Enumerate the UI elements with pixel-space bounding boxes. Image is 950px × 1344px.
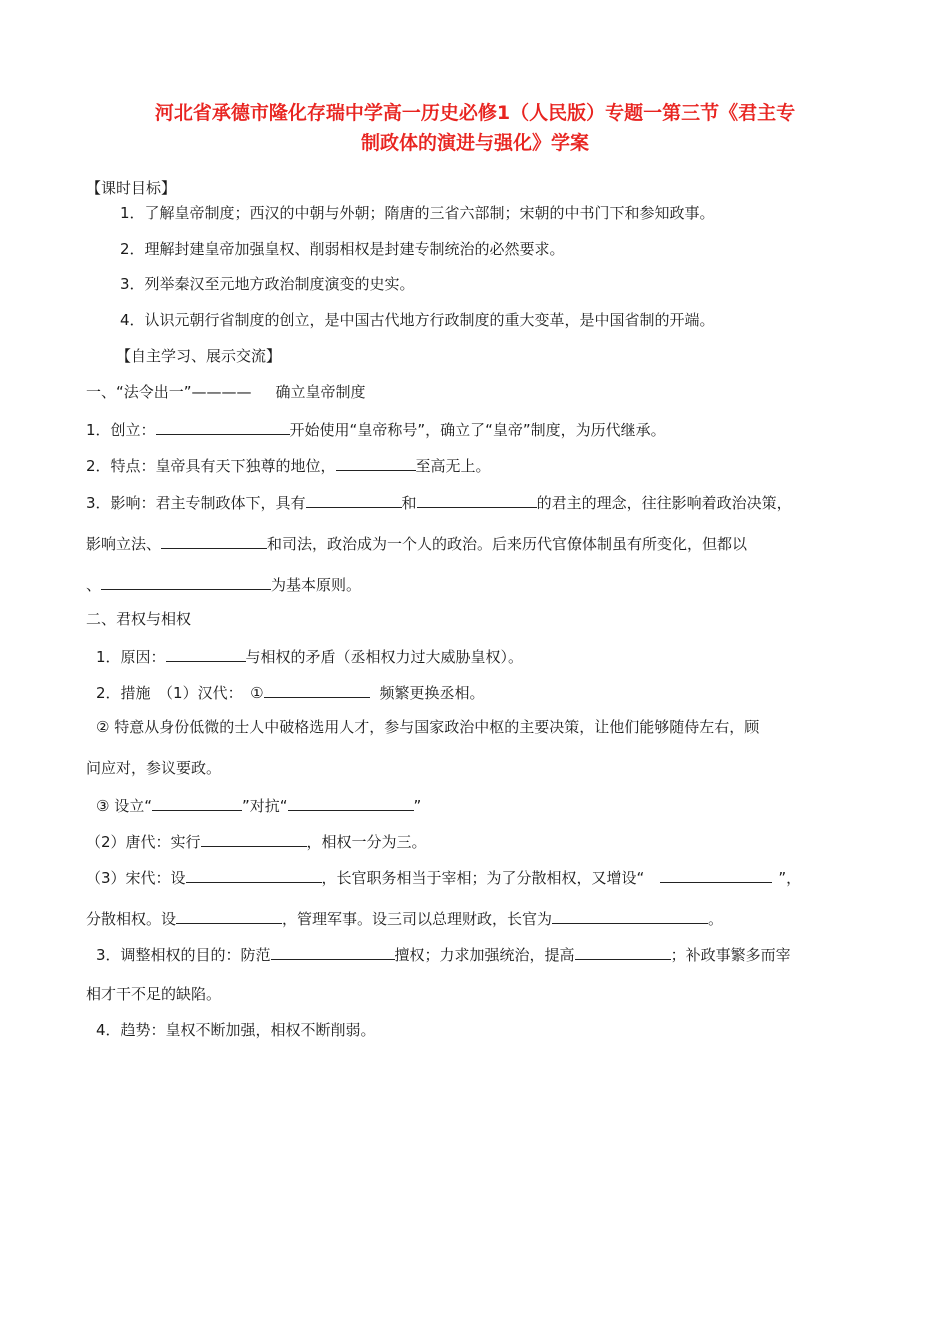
blank-field[interactable] [201, 829, 307, 847]
s1-item-1-label: 1．创立： [86, 421, 156, 439]
s1-item-3-label: 3．影响：君主专制政体下，具有 [86, 494, 306, 512]
blank-field[interactable] [264, 680, 370, 698]
s2-song [86, 865, 801, 889]
objective-item-4: 4．认识元朝行省制度的创立，是中国古代地方行政制度的重大变革，是中国省制的开端。 [120, 311, 715, 329]
s2-tang-text: ，相权一分为三。 [306, 833, 427, 851]
s2-item-1 [96, 644, 523, 668]
objective-item-1: 1．了解皇帝制度；西汉的中朝与外朝；隋唐的三省六部制；宋朝的中书门下和参知政事。 [120, 204, 715, 222]
s2-item-2-measure-2-cont: 问应对，参议要政。 [86, 759, 222, 777]
blank-field[interactable] [101, 572, 271, 590]
blank-field[interactable] [166, 644, 246, 662]
blank-field[interactable] [575, 942, 671, 960]
s2-measure-3-against: ”对抗“ [242, 797, 288, 815]
section-1-heading-title: 确立皇帝制度 [275, 383, 366, 401]
s1-item-2-label: 2．特点：皇帝具有天下独尊的地位， [86, 457, 336, 475]
s2-tang [86, 829, 427, 853]
blank-field[interactable] [552, 906, 708, 924]
blank-field[interactable] [288, 793, 414, 811]
objective-item-2: 2．理解封建皇帝加强皇权、削弱相权是封建专制统治的必然要求。 [120, 240, 565, 258]
s2-song-text: ，长官职务相当于宰相；为了分散相权，又增设“ [321, 869, 645, 887]
s2-item-3-text: 擅权；力求加强统治，提高 [394, 946, 575, 964]
s2-item-2-measure-2: ② 特意从身份低微的士人中破格选用人才，参与国家政治中枢的主要决策，让他们能够随侍左右，顾 [96, 718, 760, 736]
s2-item-2-text: 频繁更换丞相。 [379, 684, 485, 702]
s1-item-2 [86, 453, 491, 477]
s2-song-close: ”， [778, 869, 802, 887]
objectives-header: 【课时目标】 [86, 179, 177, 197]
blank-field[interactable] [336, 453, 416, 471]
s2-item-3 [96, 942, 791, 966]
s1-item-1 [86, 417, 666, 441]
s1-item-1-text: 开始使用“皇帝称号”，确立了“皇帝”制度，为历代继承。 [289, 421, 666, 439]
s2-item-3-label: 3．调整相权的目的：防范 [96, 946, 271, 964]
s2-song-disperse: 分散相权。设 [86, 910, 177, 928]
s2-song-end: 。 [708, 910, 724, 928]
blank-field[interactable] [660, 865, 772, 883]
s1-item-3-text: 的君主的理念，往往影响着政治决策， [536, 494, 792, 512]
s1-item-2-text: 至高无上。 [415, 457, 491, 475]
s2-tang-label: （2）唐代：实行 [86, 833, 201, 851]
s2-item-2-label: 2．措施 （1）汉代： ① [96, 684, 264, 702]
blank-field[interactable] [156, 417, 290, 435]
s2-item-3-text-2: ；补政事繁多而宰 [670, 946, 791, 964]
s1-item-3-and: 和 [401, 494, 417, 512]
blank-field[interactable] [161, 531, 267, 549]
s1-item-3-text-2: 和司法，政治成为一个人的政治。后来历代官僚体制虽有所变化，但都以 [267, 535, 748, 553]
s2-item-4: 4．趋势：皇权不断加强，相权不断削弱。 [96, 1021, 376, 1039]
s2-song-line-2 [86, 906, 723, 930]
s1-item-3 [86, 490, 792, 514]
s1-item-3-line-2 [86, 531, 747, 555]
s2-item-2 [96, 680, 485, 704]
s2-item-2-measure-3 [96, 793, 421, 817]
section-1-heading-prefix: 一、“法令出一”———— [86, 383, 252, 401]
s1-item-3-line-3 [86, 572, 361, 596]
study-header: 【自主学习、展示交流】 [116, 347, 282, 365]
document-title-line-2: 制政体的演进与强化》学案 [360, 132, 589, 154]
s2-measure-3-label: ③ 设立“ [96, 797, 152, 815]
section-1-heading [86, 381, 366, 403]
objective-item-3: 3．列举秦汉至元地方政治制度演变的史实。 [120, 275, 415, 293]
blank-field[interactable] [186, 865, 322, 883]
s2-item-1-label: 1．原因： [96, 648, 166, 666]
s1-item-3-principle: 为基本原则。 [271, 576, 362, 594]
s2-song-military: ，管理军事。设三司以总理财政，长官为 [282, 910, 553, 928]
s1-item-3-influence: 影响立法、 [86, 535, 162, 553]
s2-item-3-line-2: 相才干不足的缺陷。 [86, 985, 222, 1003]
blank-field[interactable] [152, 793, 242, 811]
section-2-heading: 二、君权与相权 [86, 610, 192, 628]
blank-field[interactable] [417, 490, 537, 508]
blank-field[interactable] [306, 490, 402, 508]
document-title-line-1: 河北省承德市隆化存瑞中学高一历史必修1（人民版）专题一第三节《君主专 [154, 102, 796, 124]
s1-item-3-comma: 、 [86, 576, 102, 594]
s2-item-1-text: 与相权的矛盾（丞相权力过大威胁皇权）。 [245, 648, 524, 666]
s2-measure-3-close: ” [413, 797, 422, 815]
blank-field[interactable] [271, 942, 395, 960]
s2-song-label: （3）宋代：设 [86, 869, 186, 887]
blank-field[interactable] [176, 906, 282, 924]
